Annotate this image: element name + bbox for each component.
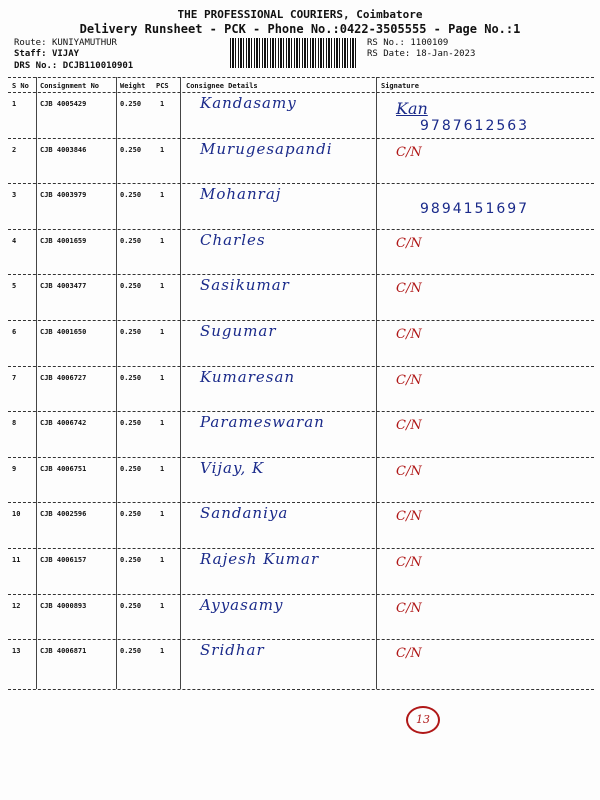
row-weight: 0.250 — [120, 374, 142, 382]
row-separator — [8, 229, 594, 230]
row-sno: 11 — [12, 556, 21, 564]
row-separator — [8, 411, 594, 412]
rs-no-label: RS No.: — [367, 38, 405, 48]
row-separator — [8, 366, 594, 367]
row-sno: 3 — [12, 191, 17, 199]
row-signature-handwritten: Kan — [396, 99, 428, 118]
row-weight: 0.250 — [120, 465, 142, 473]
rs-date-line — [367, 49, 475, 59]
staff-label: Staff: — [14, 49, 47, 59]
row-consignee-handwritten: Parameswaran — [200, 413, 325, 431]
row-signature-handwritten: C/N — [396, 646, 422, 661]
row-separator — [8, 138, 594, 139]
row-separator — [8, 320, 594, 321]
row-weight: 0.250 — [120, 328, 142, 336]
row-pcs: 1 — [160, 100, 165, 108]
row-pcs: 1 — [160, 282, 165, 290]
row-weight: 0.250 — [120, 282, 142, 290]
row-sno: 2 — [12, 146, 17, 154]
row-consignment-no: CJB 4006157 — [40, 556, 87, 564]
col-header-consignee: Consignee Details — [186, 82, 258, 90]
row-weight: 0.250 — [120, 100, 142, 108]
row-separator — [8, 502, 594, 503]
row-phone-handwritten: 9787612563 — [420, 118, 530, 134]
row-consignee-handwritten: Rajesh Kumar — [200, 550, 320, 568]
table-bottom-border — [8, 689, 594, 690]
row-pcs: 1 — [160, 237, 165, 245]
row-signature-handwritten: C/N — [396, 373, 422, 388]
col-header-sno: S No — [12, 82, 29, 90]
header-bottom-border — [8, 92, 594, 93]
row-weight: 0.250 — [120, 419, 142, 427]
row-weight: 0.250 — [120, 237, 142, 245]
row-phone-handwritten: 9894151697 — [420, 201, 530, 217]
row-weight: 0.250 — [120, 191, 142, 199]
row-pcs: 1 — [160, 602, 165, 610]
row-sno: 10 — [12, 510, 21, 518]
row-signature-handwritten: C/N — [396, 464, 422, 479]
rs-no-value: 1100109 — [410, 38, 449, 48]
row-consignee-handwritten: Ayyasamy — [200, 596, 284, 614]
row-pcs: 1 — [160, 465, 165, 473]
route-line — [14, 38, 117, 48]
row-pcs: 1 — [160, 328, 165, 336]
row-consignment-no: CJB 4001650 — [40, 328, 87, 336]
row-pcs: 1 — [160, 510, 165, 518]
row-consignee-handwritten: Sasikumar — [200, 276, 290, 294]
row-signature-handwritten: C/N — [396, 418, 422, 433]
col-divider — [180, 77, 181, 689]
row-sno: 7 — [12, 374, 17, 382]
row-consignment-no: CJB 4000893 — [40, 602, 87, 610]
row-consignee-handwritten: Vijay, K — [200, 459, 265, 477]
row-consignment-no: CJB 4002596 — [40, 510, 87, 518]
row-weight: 0.250 — [120, 556, 142, 564]
row-consignee-handwritten: Sandaniya — [200, 504, 289, 522]
row-weight: 0.250 — [120, 510, 142, 518]
row-signature-handwritten: C/N — [396, 145, 422, 160]
row-sno: 6 — [12, 328, 17, 336]
row-sno: 4 — [12, 237, 17, 245]
row-signature-handwritten: C/N — [396, 281, 422, 296]
row-weight: 0.250 — [120, 602, 142, 610]
row-sno: 9 — [12, 465, 17, 473]
row-sno: 12 — [12, 602, 21, 610]
row-consignment-no: CJB 4006751 — [40, 465, 87, 473]
row-consignment-no: CJB 4001659 — [40, 237, 87, 245]
row-consignee-handwritten: Kumaresan — [200, 368, 296, 386]
drs-value: DCJB110010901 — [62, 61, 134, 71]
row-consignment-no: CJB 4006742 — [40, 419, 87, 427]
col-header-signature: Signature — [381, 82, 419, 90]
row-separator — [8, 548, 594, 549]
row-pcs: 1 — [160, 556, 165, 564]
row-signature-handwritten: C/N — [396, 601, 422, 616]
row-weight: 0.250 — [120, 647, 142, 655]
row-signature-handwritten: C/N — [396, 509, 422, 524]
drs-label: DRS No.: — [14, 61, 58, 71]
row-consignment-no: CJB 4005429 — [40, 100, 87, 108]
row-signature-handwritten: C/N — [396, 555, 422, 570]
page-count-mark: 13 — [406, 706, 440, 734]
row-pcs: 1 — [160, 374, 165, 382]
route-value: KUNIYAMUTHUR — [51, 38, 117, 48]
col-divider — [376, 77, 377, 689]
row-consignee-handwritten: Sridhar — [200, 641, 265, 659]
row-consignee-handwritten: Charles — [200, 231, 266, 249]
row-separator — [8, 594, 594, 595]
drs-line — [14, 61, 133, 71]
row-consignee-handwritten: Mohanraj — [200, 185, 282, 203]
row-separator — [8, 457, 594, 458]
barcode — [230, 38, 358, 68]
row-consignment-no: CJB 4003846 — [40, 146, 87, 154]
staff-value: VIJAY — [51, 49, 80, 59]
col-header-weight: Weight — [120, 82, 146, 90]
row-signature-handwritten: C/N — [396, 236, 422, 251]
row-sno: 13 — [12, 647, 21, 655]
rs-no-line — [367, 38, 448, 48]
row-sno: 5 — [12, 282, 17, 290]
staff-line — [14, 49, 79, 59]
row-pcs: 1 — [160, 419, 165, 427]
row-pcs: 1 — [160, 146, 165, 154]
rs-date-value: 18-Jan-2023 — [415, 49, 476, 59]
row-sno: 1 — [12, 100, 17, 108]
row-pcs: 1 — [160, 191, 165, 199]
company-title: THE PROFESSIONAL COURIERS, Coimbatore — [177, 8, 423, 21]
col-header-pcs: PCS — [156, 82, 169, 90]
table-top-border — [8, 77, 594, 78]
rs-date-label: RS Date: — [367, 49, 411, 59]
row-signature-handwritten: C/N — [396, 327, 422, 342]
row-separator — [8, 639, 594, 640]
row-weight: 0.250 — [120, 146, 142, 154]
row-separator — [8, 183, 594, 184]
row-consignment-no: CJB 4003477 — [40, 282, 87, 290]
col-divider — [116, 77, 117, 689]
row-consignment-no: CJB 4006871 — [40, 647, 87, 655]
row-separator — [8, 274, 594, 275]
route-label: Route: — [14, 38, 47, 48]
row-consignee-handwritten: Kandasamy — [200, 94, 297, 112]
row-pcs: 1 — [160, 647, 165, 655]
col-header-consignment: Consignment No — [40, 82, 100, 90]
row-consignee-handwritten: Murugesapandi — [200, 140, 333, 158]
row-consignee-handwritten: Sugumar — [200, 322, 277, 340]
runsheet-subtitle: Delivery Runsheet - PCK - Phone No.:0422-3505555 - Page No.:1 — [79, 22, 521, 36]
col-divider — [36, 77, 37, 689]
row-sno: 8 — [12, 419, 17, 427]
row-consignment-no: CJB 4003979 — [40, 191, 87, 199]
row-consignment-no: CJB 4006727 — [40, 374, 87, 382]
